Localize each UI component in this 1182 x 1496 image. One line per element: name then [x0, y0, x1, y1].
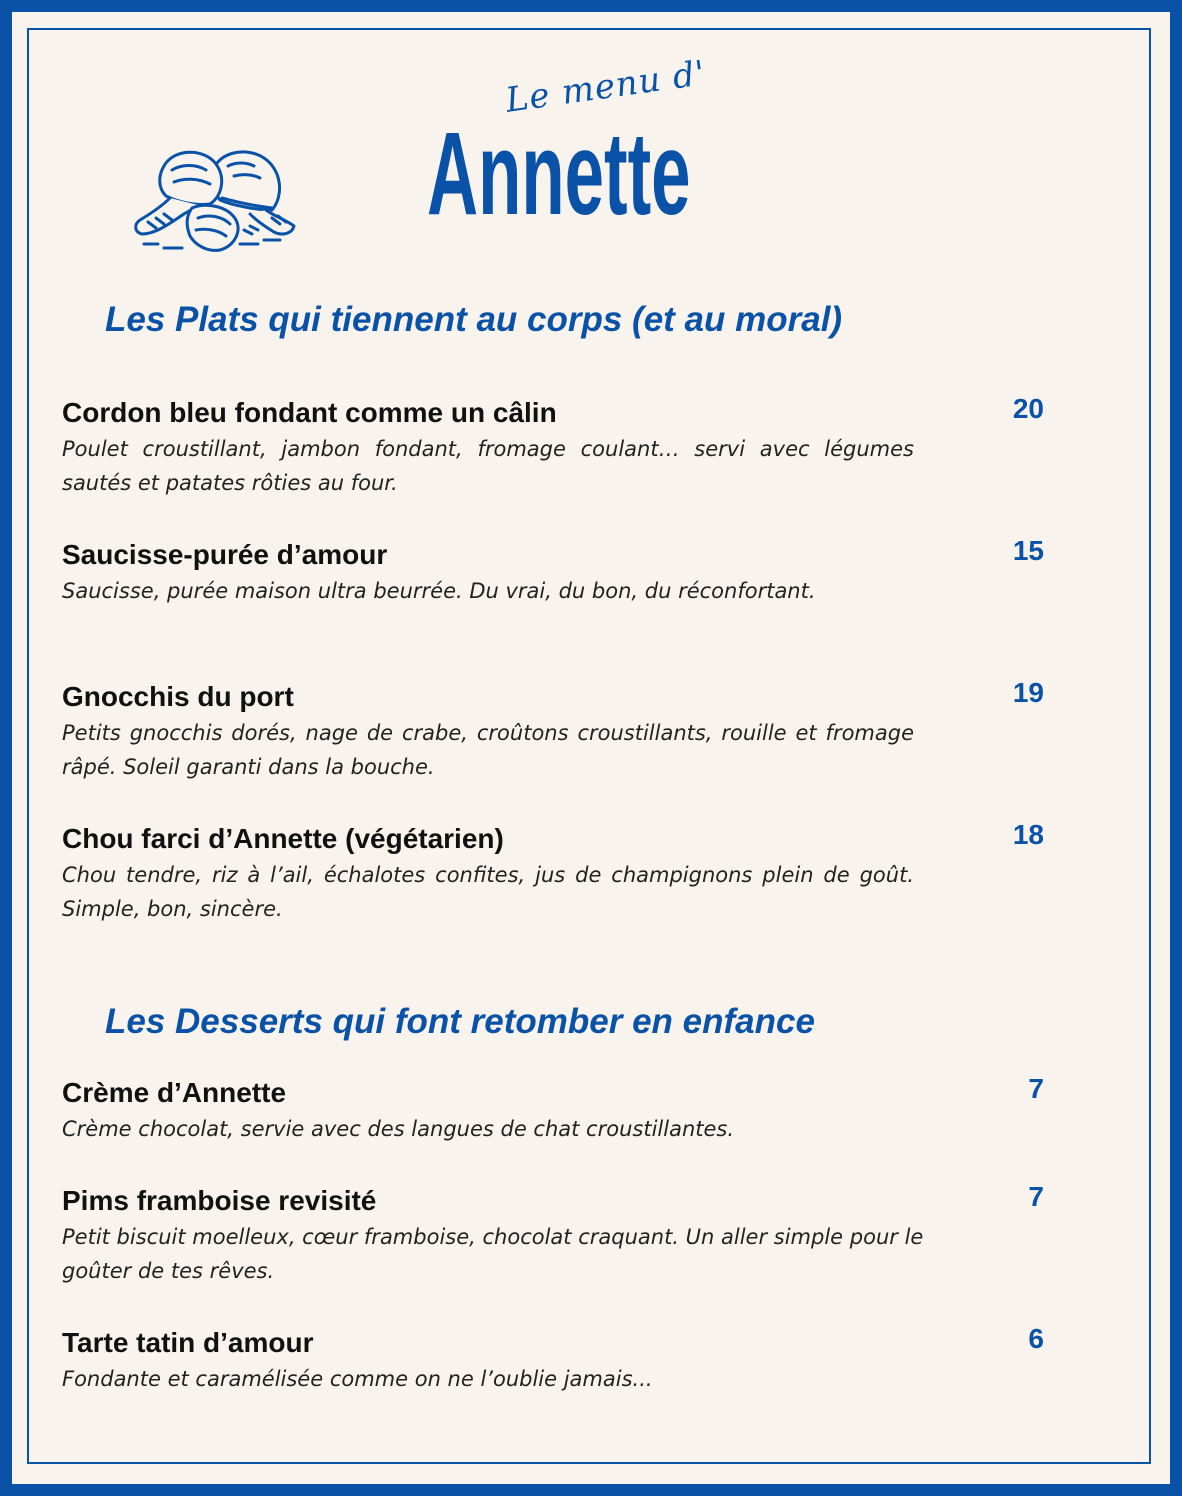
- item-description: Poulet croustillant, jambon fondant, fromage coulant… servi avec légumes sautés et patates rôties au four.: [62, 437, 914, 495]
- item-description: Petit biscuit moelleux, cœur framboise, chocolat craquant. Un aller simple pour le goûter de tes rêves.: [62, 1225, 924, 1283]
- menu-page: [12, 12, 1170, 1484]
- menu-item-gnocchis: [62, 677, 1052, 784]
- item-name: Crème d’Annette: [62, 1077, 287, 1108]
- menu-item-tarte-tatin: [62, 1323, 1052, 1396]
- item-description: Petits gnocchis dorés, nage de crabe, croûtons croustillants, rouille et fromage râpé. Soleil garanti dans la bouche.: [62, 721, 914, 779]
- item-price: 20: [1012, 393, 1044, 424]
- item-description: Chou tendre, riz à l’ail, échalotes confites, jus de champignons plein de goût. Simple, bon, sincère.: [62, 863, 914, 921]
- item-price: 18: [1012, 819, 1044, 850]
- brand-script-line: Le menu d': [503, 53, 709, 121]
- item-name: Chou farci d’Annette (végétarien): [62, 823, 504, 854]
- menu-item-cordon-bleu: [62, 393, 1052, 500]
- section-title-desserts: Les Desserts qui font retomber en enfance: [105, 1002, 815, 1041]
- menu-item-chou-farci: [62, 819, 1052, 926]
- item-description: Fondante et caramélisée comme on ne l’oublie jamais...: [62, 1367, 653, 1391]
- brand-name: Annette: [427, 108, 691, 240]
- item-name: Tarte tatin d’amour: [62, 1327, 314, 1358]
- section-title-mains: Les Plats qui tiennent au corps (et au moral): [105, 300, 843, 339]
- item-price: 7: [1028, 1181, 1044, 1212]
- item-name: Pims framboise revisité: [62, 1185, 377, 1216]
- item-price: 15: [1012, 535, 1044, 566]
- mushrooms-icon: [124, 144, 304, 256]
- menu-item-saucisse-puree: [62, 535, 1052, 608]
- item-description: Saucisse, purée maison ultra beurrée. Du vrai, du bon, du réconfortant.: [62, 579, 816, 603]
- item-name: Cordon bleu fondant comme un câlin: [62, 397, 557, 428]
- menu-item-creme-annette: [62, 1073, 1052, 1146]
- item-price: 6: [1028, 1323, 1044, 1354]
- item-name: Saucisse-purée d’amour: [62, 539, 388, 570]
- item-description: Crème chocolat, servie avec des langues de chat croustillantes.: [62, 1117, 735, 1141]
- item-name: Gnocchis du port: [62, 681, 294, 712]
- menu-item-pims-framboise: [62, 1181, 1052, 1288]
- item-price: 19: [1012, 677, 1044, 708]
- item-price: 7: [1028, 1073, 1044, 1104]
